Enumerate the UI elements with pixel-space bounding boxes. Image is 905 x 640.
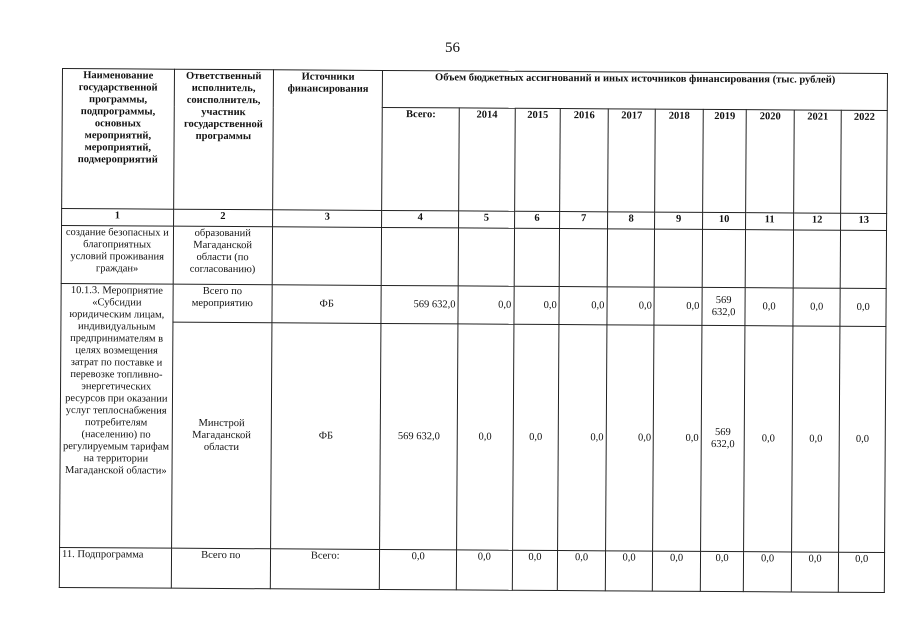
row-source-cell: Всего: bbox=[270, 549, 380, 590]
row-value-cell: 0,0 bbox=[514, 286, 560, 324]
row-value-cell: 0,0 bbox=[839, 326, 886, 552]
table-row bbox=[59, 547, 884, 592]
table-row bbox=[60, 321, 886, 552]
column-number: 5 bbox=[458, 211, 514, 228]
row-value-cell: 0,0 bbox=[791, 552, 839, 592]
row-value-cell: 0,0 bbox=[605, 551, 653, 591]
row-value-cell: 0,0 bbox=[512, 324, 559, 550]
row-name-cell: создание безопасных и благоприятных условий проживания граждан» bbox=[61, 226, 173, 285]
row-source-cell bbox=[272, 227, 382, 286]
row-total-cell: 569 632,0 bbox=[381, 285, 458, 323]
row-value-cell: 0,0 bbox=[700, 551, 744, 591]
row-value-cell bbox=[841, 230, 887, 288]
header-year: 2020 bbox=[746, 110, 794, 213]
row-name-cell: 11. Подпрограмма bbox=[59, 547, 171, 588]
row-value-cell: 0,0 bbox=[558, 325, 607, 551]
row-value-cell: 0,0 bbox=[458, 286, 514, 324]
column-number: 2 bbox=[173, 209, 272, 227]
row-value-cell bbox=[514, 228, 560, 286]
row-total-cell: 0,0 bbox=[380, 549, 457, 589]
row-value-cell: 0,0 bbox=[744, 326, 793, 552]
column-number: 3 bbox=[272, 210, 382, 228]
column-number: 12 bbox=[793, 213, 841, 230]
header-col-name: Наименование государственной программы, подпрограммы, основных мероприятий, мероприятий, подмероприятий bbox=[62, 69, 174, 210]
row-value-cell: 0,0 bbox=[607, 287, 655, 325]
table-row bbox=[61, 226, 886, 289]
row-value-cell: 0,0 bbox=[791, 326, 840, 552]
column-number: 11 bbox=[746, 213, 794, 230]
header-year: 2021 bbox=[793, 110, 841, 213]
row-value-cell bbox=[793, 230, 841, 288]
row-value-cell: 0,0 bbox=[558, 551, 606, 591]
row-value-cell: 569 632,0 bbox=[700, 325, 745, 551]
row-value-cell: 0,0 bbox=[457, 324, 514, 550]
row-value-cell bbox=[655, 229, 703, 287]
header-row-1 bbox=[62, 69, 887, 111]
row-executor-cell: Всего по bbox=[171, 548, 270, 589]
row-name-cell: 10.1.3. Мероприятие «Субсидии юридическим лицам, индивидуальным предпринимателям в целях возмещения затрат по поставке и перевозке топливно-энергетических ресурсов при оказании услуг теплоснабжения потребителям (населению) по регулируемым тарифам на территории Магаданской области» bbox=[60, 283, 173, 548]
column-number: 4 bbox=[382, 210, 459, 227]
column-number: 8 bbox=[607, 212, 655, 229]
header-funding-group: Объем бюджетных ассигнований и иных источников финансирования (тыс. рублей) bbox=[383, 70, 888, 110]
row-value-cell: 0,0 bbox=[744, 552, 792, 592]
page-number: 56 bbox=[445, 40, 460, 56]
row-total-cell bbox=[382, 227, 459, 285]
budget-table bbox=[59, 68, 888, 593]
row-value-cell: 0,0 bbox=[512, 550, 558, 590]
row-value-cell: 569 632,0 bbox=[702, 287, 746, 325]
header-year: 2016 bbox=[560, 109, 608, 212]
row-value-cell bbox=[745, 230, 793, 288]
column-number: 9 bbox=[655, 212, 703, 229]
header-year: 2022 bbox=[841, 110, 887, 213]
row-total-cell: 569 632,0 bbox=[380, 323, 458, 549]
column-number: 10 bbox=[702, 212, 746, 229]
table-row bbox=[61, 283, 886, 326]
column-number: 13 bbox=[841, 213, 887, 230]
row-value-cell: 0,0 bbox=[654, 287, 702, 325]
row-value-cell: 0,0 bbox=[745, 288, 793, 326]
header-col-executor: Ответственный исполнитель, соисполнитель, участник государственной программы bbox=[173, 69, 273, 210]
header-year: 2015 bbox=[514, 108, 560, 211]
column-number: 1 bbox=[62, 209, 174, 227]
row-value-cell: 0,0 bbox=[653, 325, 702, 551]
row-value-cell: 0,0 bbox=[559, 287, 607, 325]
header-col-source: Источники финансирования bbox=[273, 70, 383, 211]
row-value-cell: 0,0 bbox=[653, 551, 701, 591]
row-executor-cell: образований Магаданской области (по согласованию) bbox=[173, 226, 273, 285]
row-value-cell bbox=[702, 229, 746, 287]
row-value-cell: 0,0 bbox=[839, 552, 885, 592]
row-value-cell: 0,0 bbox=[793, 288, 841, 326]
header-total: Всего: bbox=[382, 107, 459, 210]
row-source-cell: ФБ bbox=[270, 323, 381, 550]
row-executor-cell: Всего по мероприятию bbox=[173, 284, 272, 323]
row-value-cell: 0,0 bbox=[456, 550, 512, 590]
row-value-cell bbox=[607, 229, 655, 287]
column-number: 6 bbox=[514, 211, 560, 228]
header-year: 2014 bbox=[459, 108, 515, 211]
header-year: 2018 bbox=[655, 109, 703, 212]
row-value-cell: 0,0 bbox=[840, 288, 886, 326]
header-year: 2017 bbox=[607, 109, 655, 212]
row-source-cell: ФБ bbox=[272, 285, 382, 324]
row-value-cell bbox=[559, 229, 607, 287]
row-value-cell: 0,0 bbox=[605, 325, 654, 551]
header-year: 2019 bbox=[703, 109, 747, 212]
row-value-cell bbox=[458, 228, 514, 286]
column-number: 7 bbox=[560, 212, 608, 229]
row-executor-cell: Минстрой Магаданской области bbox=[171, 322, 272, 549]
